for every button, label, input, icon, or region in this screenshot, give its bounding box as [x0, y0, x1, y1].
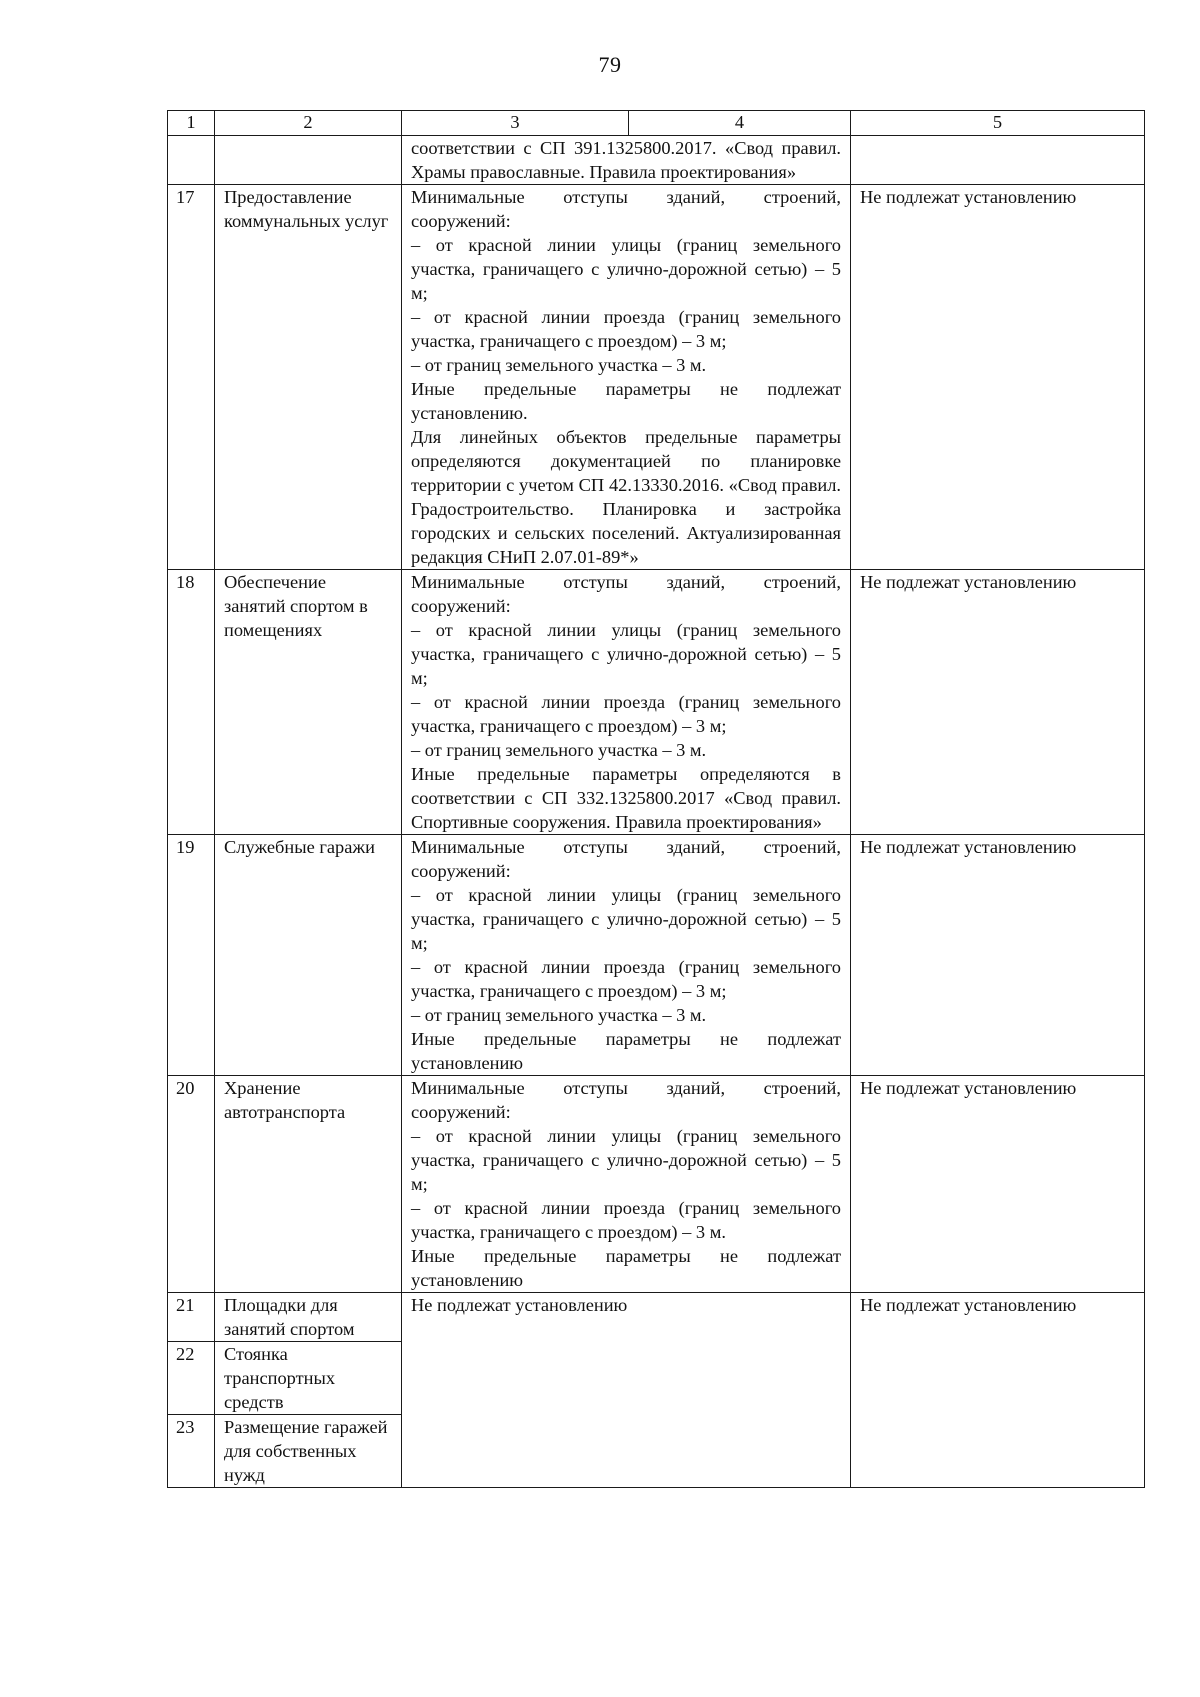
merged-col5: Не подлежат установлению — [851, 1293, 1145, 1488]
row-num: 17 — [168, 185, 215, 570]
row-requirements — [402, 1076, 851, 1293]
requirement-line: – от границ земельного участка – 3 м. — [411, 740, 707, 760]
merged-requirements: Не подлежат установлению — [402, 1293, 851, 1488]
header-col-1: 1 — [168, 111, 215, 136]
requirement-line: – от красной линии проезда (границ земельного участка, граничащего с проездом) – 3 м; — [411, 692, 841, 736]
row-name: Площадки для занятий спортом — [215, 1293, 402, 1342]
requirement-line: – от красной линии улицы (границ земельного участка, граничащего с улично-дорожной сетью) – 5 м; — [411, 885, 841, 953]
row-requirements — [402, 835, 851, 1076]
row-col5: Не подлежат установлению — [851, 835, 1145, 1076]
requirement-line: Иные предельные параметры определяются в соответствии с СП 332.1325800.2017 «Свод правил. Спортивные сооружения. Правила проектирования» — [411, 764, 841, 832]
row-num: 20 — [168, 1076, 215, 1293]
requirement-line: Иные предельные параметры не подлежат установлению — [411, 1246, 841, 1290]
requirement-line: Минимальные отступы зданий, строений, сооружений: — [411, 572, 841, 616]
header-col-4: 4 — [629, 111, 851, 136]
row-num: 23 — [168, 1415, 215, 1488]
requirement-line: – от красной линии улицы (границ земельного участка, граничащего с улично-дорожной сетью) – 5 м; — [411, 235, 841, 303]
requirement-line: – от красной линии проезда (границ земельного участка, граничащего с проездом) – 3 м; — [411, 307, 841, 351]
table-row-20 — [168, 1076, 1145, 1293]
table-header-row — [168, 111, 1145, 136]
requirement-line: Минимальные отступы зданий, строений, сооружений: — [411, 837, 841, 881]
row-name: Обеспечение занятий спортом в помещениях — [215, 570, 402, 835]
row-col5 — [851, 136, 1145, 185]
row-name: Размещение гаражей для собственных нужд — [215, 1415, 402, 1488]
row-num: 18 — [168, 570, 215, 835]
row-num: 21 — [168, 1293, 215, 1342]
row-requirements — [402, 570, 851, 835]
row-col5: Не подлежат установлению — [851, 570, 1145, 835]
row-requirements — [402, 185, 851, 570]
row-col5: Не подлежат установлению — [851, 185, 1145, 570]
page-number: 79 — [598, 52, 622, 77]
row-num — [168, 136, 215, 185]
requirement-line: – от границ земельного участка – 3 м. — [411, 355, 707, 375]
table-row-19 — [168, 835, 1145, 1076]
table-row-18 — [168, 570, 1145, 835]
row-name — [215, 136, 402, 185]
row-num: 22 — [168, 1342, 215, 1415]
row-num: 19 — [168, 835, 215, 1076]
row-name: Предоставление коммунальных услуг — [215, 185, 402, 570]
header-col-2: 2 — [215, 111, 402, 136]
requirement-line: Для линейных объектов предельные параметры определяются документацией по планировке территории с учетом СП 42.13330.2016. «Свод правил. Градостроительство. Планировка и застройка городских и сельских поселений. Актуализированная редакция СНиП 2.07.01-89*» — [411, 427, 841, 567]
table-row-continuation — [168, 136, 1145, 185]
requirement-line: Иные предельные параметры не подлежат установлению — [411, 1029, 841, 1073]
header-col-3: 3 — [402, 111, 629, 136]
requirement-line: – от красной линии улицы (границ земельного участка, граничащего с улично-дорожной сетью) – 5 м; — [411, 1126, 841, 1194]
table-row-21 — [168, 1293, 1145, 1342]
row-name: Хранение автотранспорта — [215, 1076, 402, 1293]
row-name: Служебные гаражи — [215, 835, 402, 1076]
requirement-line: – от красной линии улицы (границ земельного участка, граничащего с улично-дорожной сетью) – 5 м; — [411, 620, 841, 688]
requirement-line: Минимальные отступы зданий, строений, сооружений: — [411, 187, 841, 231]
row-requirements — [402, 136, 851, 185]
requirement-line: Иные предельные параметры не подлежат установлению. — [411, 379, 841, 423]
table-row-17 — [168, 185, 1145, 570]
requirement-line: – от границ земельного участка – 3 м. — [411, 1005, 707, 1025]
requirement-line: – от красной линии проезда (границ земельного участка, граничащего с проездом) – 3 м. — [411, 1198, 841, 1242]
row-name: Стоянка транспортных средств — [215, 1342, 402, 1415]
header-col-5: 5 — [851, 111, 1145, 136]
requirements-text: соответствии с СП 391.1325800.2017. «Свод правил. Храмы православные. Правила проектирования» — [411, 138, 841, 182]
requirement-line: – от красной линии проезда (границ земельного участка, граничащего с проездом) – 3 м; — [411, 957, 841, 1001]
requirement-line: Минимальные отступы зданий, строений, сооружений: — [411, 1078, 841, 1122]
row-col5: Не подлежат установлению — [851, 1076, 1145, 1293]
regulations-table — [167, 110, 1145, 1488]
